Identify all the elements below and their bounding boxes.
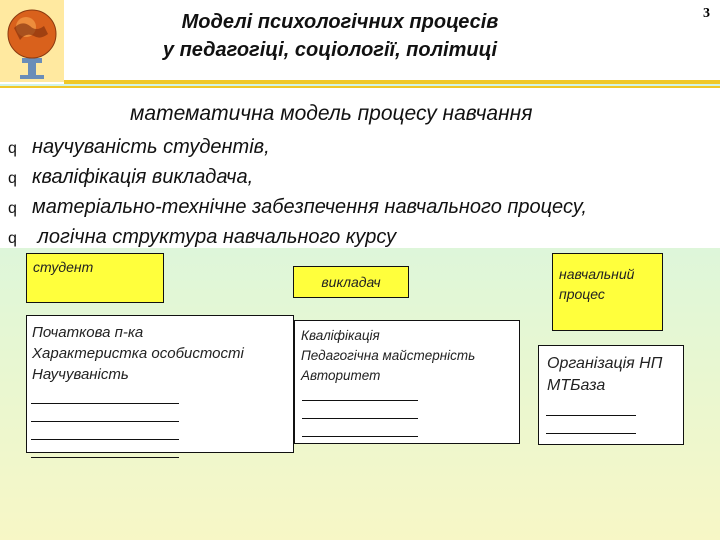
detail-line: Початкова п-ка bbox=[32, 324, 144, 341]
blank-line bbox=[31, 386, 179, 404]
detail-line: Кваліфікація bbox=[301, 328, 380, 343]
detail-line: МТБаза bbox=[547, 377, 606, 394]
model-title: математична модель процесу навчання bbox=[130, 102, 533, 125]
student-details-box bbox=[26, 315, 294, 453]
title-line-2: у педагогіці, соціології, політиці bbox=[162, 39, 498, 61]
list-item: q матеріально-технічне забезпечення навчального процесу, bbox=[8, 193, 587, 223]
process-label: навчальний процес bbox=[559, 266, 635, 302]
bullet-marker-icon: q bbox=[8, 140, 17, 157]
detail-line: Научуваність bbox=[32, 366, 129, 383]
teacher-label: викладач bbox=[321, 274, 381, 290]
student-label: студент bbox=[33, 259, 94, 275]
detail-line: Педагогічна майстерність bbox=[301, 348, 476, 363]
blank-line bbox=[302, 401, 418, 419]
slide-number: 3 bbox=[703, 6, 710, 21]
bullet-list bbox=[8, 133, 587, 253]
teacher-box bbox=[293, 266, 409, 298]
slide-title bbox=[0, 8, 680, 64]
bullet-marker-icon: q bbox=[8, 170, 17, 187]
blank-line bbox=[31, 422, 179, 440]
header-accent-bar bbox=[64, 80, 720, 84]
blank-line bbox=[31, 440, 179, 458]
list-item: q логічна структура навчального курсу bbox=[8, 223, 587, 253]
bullet-marker-icon: q bbox=[8, 230, 17, 247]
detail-line: Авторитет bbox=[301, 368, 381, 383]
student-box bbox=[26, 253, 164, 303]
list-item: q кваліфікація викладача, bbox=[8, 163, 587, 193]
process-box bbox=[552, 253, 663, 331]
blank-line bbox=[31, 404, 179, 422]
blank-line bbox=[546, 398, 636, 416]
blank-line bbox=[546, 416, 636, 434]
title-line-1: Моделі психологічних процесів bbox=[181, 11, 499, 33]
blank-line bbox=[302, 419, 418, 437]
detail-line: Організація НП bbox=[547, 355, 663, 372]
bullet-marker-icon: q bbox=[8, 200, 17, 217]
process-details-box bbox=[538, 345, 684, 445]
teacher-details-box bbox=[294, 320, 520, 444]
detail-line: Характеристка особистості bbox=[32, 345, 244, 362]
list-item: q научуваність студентів, bbox=[8, 133, 587, 163]
blank-line bbox=[302, 383, 418, 401]
